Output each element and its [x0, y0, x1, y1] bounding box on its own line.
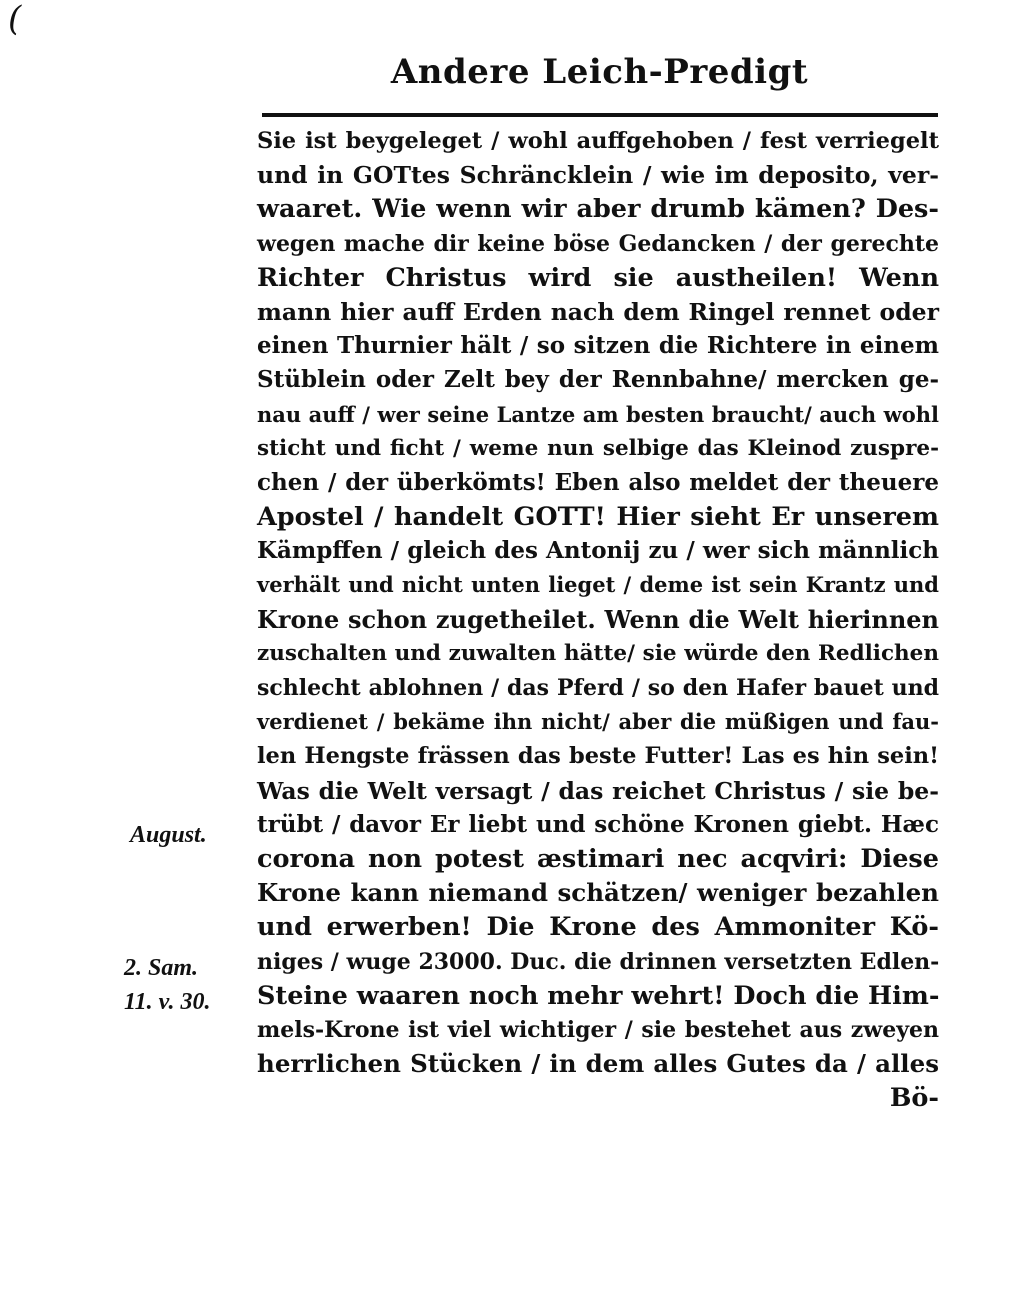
- text-line: mann hier auff Erden nach dem Ringel rennet oder: [257, 297, 939, 326]
- catchword: Bö-: [889, 1083, 939, 1114]
- text-line: Sie ist beygeleget / wohl auffgehoben / fest verriegelt: [257, 128, 939, 154]
- header-rule: [262, 113, 938, 117]
- text-line: schlecht ablohnen / das Pferd / so den Hafer bauet und: [257, 675, 939, 701]
- text-line: und in GOTtes Schräncklein / wie im deposito, ver-: [257, 161, 939, 190]
- text-line: verhält und nicht unten lieget / deme ist sein Krantz und: [257, 572, 939, 598]
- margin-note-verse: 11. v. 30.: [124, 989, 211, 1015]
- text-line: und erwerben! Die Krone des Ammoniter Kö-: [257, 912, 939, 943]
- running-head: Andere Leich-Predigt: [390, 52, 809, 92]
- body-text: [257, 124, 939, 1115]
- text-line: len Hengste frässen das beste Futter! Las es hin sein!: [257, 743, 939, 770]
- text-line: einen Thurnier hält / so sitzen die Richtere in einem: [257, 332, 939, 360]
- text-line: corona non potest æstimari nec acqviri: Diese: [257, 843, 939, 874]
- text-line: wegen mache dir keine böse Gedancken / der gerechte: [257, 230, 939, 257]
- text-line: verdienet / bekäme ihn nicht/ aber die müßigen und fau-: [257, 709, 939, 735]
- margin-note-samuel: 2. Sam.: [124, 955, 199, 981]
- text-line: Steine waaren noch mehr wehrt! Doch die Him-: [257, 980, 940, 1011]
- text-line: mels-Krone ist viel wichtiger / sie bestehet aus zweyen: [257, 1016, 939, 1043]
- text-line: zuschalten und zuwalten hätte/ sie würde den Redlichen: [257, 640, 939, 666]
- text-line: sticht und ficht / weme nun selbige das Kleinod zuspre-: [257, 435, 939, 461]
- text-line: Richter Christus wird sie austheilen! Wenn: [257, 262, 939, 293]
- text-line: Krone schon zugetheilet. Wenn die Welt hierinnen: [257, 604, 939, 634]
- text-line: waaret. Wie wenn wir aber drumb kämen? Des-: [257, 194, 939, 225]
- text-line: herrlichen Stücken / in dem alles Gutes da / alles: [257, 1049, 939, 1079]
- text-line: niges / wuge 23000. Duc. die drinnen versetzten Edlen-: [257, 948, 940, 975]
- text-line: Stüblein oder Zelt bey der Rennbahne/ mercken ge-: [257, 366, 939, 394]
- corner-mark: (: [8, 0, 22, 39]
- text-line: Was die Welt versagt / das reichet Christus / sie be-: [257, 776, 939, 805]
- text-line: nau auff / wer seine Lantze am besten braucht/ auch wohl: [257, 401, 939, 427]
- text-line: Krone kann niemand schätzen/ weniger bezahlen: [257, 878, 939, 908]
- text-line: Kämpffen / gleich des Antonij zu / wer sich männlich: [257, 537, 939, 565]
- text-line: trübt / davor Er liebt und schöne Kronen giebt. Hæc: [257, 810, 939, 838]
- margin-note-august: August.: [130, 822, 207, 848]
- text-line: chen / der überkömts! Eben also meldet der theuere: [257, 468, 939, 496]
- text-line: Apostel / handelt GOTT! Hier sieht Er unserem: [257, 502, 939, 533]
